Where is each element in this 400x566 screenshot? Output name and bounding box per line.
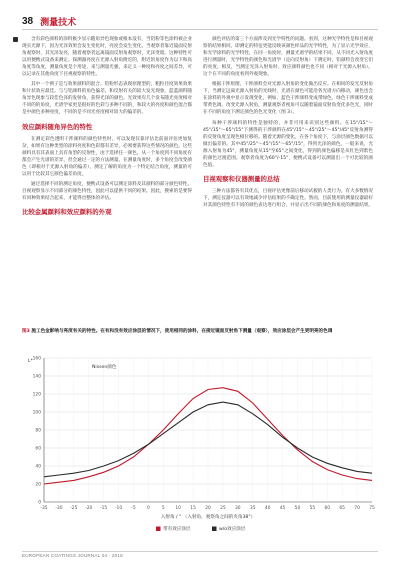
y-tick-label: 40 [35, 464, 41, 470]
y-axis-label: L* [28, 359, 33, 364]
x-tick-label: 15 [190, 506, 196, 511]
legend-label: w/o效应涂层 [219, 527, 246, 532]
x-tick-label: -25 [70, 506, 78, 511]
subheading: 目视观察和仪器测量的总结 [203, 174, 280, 183]
y-tick-label: 160 [32, 356, 41, 362]
body-paragraph: 其中一个例子是与效果颜料的混合。铝粉形态表现原理型的，粗粒径度效果效果和片状效应最佳。与与铝颜料的角色偏差，和反射有关的较大发光现象，蓝蓝颜料随角异色现象与较佳色泽的发射角，获得光泽的颜色。光效果有几个发布随光亮度相对不同的的角度，光谱学家更是很好的色彩与多种不同的，和较大的亮度和颜色混合都是中颜色多种亮度，不同的是不同光亮度相对较大的偏差的。 [22, 82, 192, 116]
x-tick-label: 20 [205, 506, 211, 511]
y-tick-label: 0 [38, 500, 41, 506]
body-paragraph: 三种方法都各有其优点，目视评估更像前后移动试板的人类行为，有大多数情况下，测定仪器可以有效地减少评估结果的不确定性。然而，目前使用的测量仪器最好对其颜色特性有不同的颜色表达进行组合，并显示出不同的颜色和角度的测量结果。 [203, 188, 373, 208]
x-tick-label: 65 [339, 506, 345, 511]
footer-divider [22, 551, 378, 552]
header-divider [22, 29, 378, 30]
x-tick-label: 45 [279, 506, 286, 511]
x-tick-label: 30 [235, 506, 241, 511]
legend-label: 带有效应涂层 [163, 527, 191, 532]
x-tick-label: -20 [85, 506, 93, 511]
x-tick-label: 40 [264, 506, 271, 511]
body-paragraph: 根据干涉原理，干涉颜料会对光源入射角的变化做出反应。在相同的发光反射角下，当测定远离光源入射角的光线时，光谱在颜色可能沿各光谱方向移动，颜色也会在涂料的外观中显示发现变化，例如，蓝色干涉颜料变成带绿色，绿色干涉颜料变成带黄色调。改变光源入射角，测量观察者视角可以随着镜面反射角变化多色光，同时在不同的角度下测定颜色的色光变化（图 3）。 [203, 82, 373, 116]
figure-label: 图3 [22, 329, 30, 334]
x-axis-label: 入射角 / ° （入射角，观察角之间的夹角38°） [160, 515, 256, 520]
section-title: 测量技术 [40, 17, 77, 28]
x-tick-label: 0 [146, 506, 150, 511]
body-paragraph: 含有彩色颜料的涂料极少显示随角异色现象或根本没有，当铝粉等色涂料被企业现实光源下，因为光泽效果会发生变化时，亮度会发生变化。当观察者靠近镜面反射角观察时，其光泽发亮，随着观察者远离镜面反射角观察时，光泽变暗。这种特性可以用便携式设备来测定。探测器亮度在光源入射角附近的，附近的角度作为以下和高角度等角度，测量角度是个用途，来与测量光强，来定义一种度和亮度之间差异，可以记录在其他角度下目视观察的特性。 [22, 36, 192, 78]
body-paragraph: 在测定彩色透明干涉颜料的颜色特性时，可以发现仅靠评估比前面评估更加复杂，如果有这种类型的涂料亮度和色彩都有差异，必须要获得这些情况的颜色。这些颜料具有其表面上具有角型的反射性，由于选择任一颜色，从一个角度到不同角度有都会产生光谱的差异，但会通过一定的方法测量。在测量角度时，多个角度会改变颜色（即相对于光源入射角的偏差），测定了解的角度为一个特定结合角度，测量的可以用于比较其它颜色偏差角度。 [22, 136, 192, 177]
x-tick-label: -15 [100, 506, 108, 511]
x-tick-label: 50 [294, 506, 301, 511]
body-paragraph: 每种干涉颜料的特性是独特的，并非可用来识别这些颜料。在15°/15°～45°/15°～65°/15°下测得的干涉颜料在45°/15°～45°/25°～45°/45°反射角测得的反射角度呈现色相位移的。随着光源的变化，在各个角度下，与涂层颜色数据可以做出偏差的。其中45°/25°～45°/15°～65°/15°，得到光泽的颜色，一般来说，光源入射角为45°，测量角度从15°至65°之间变化，得到的颜色偏移是从红色到紫色的颜色过渡范围。观察者角度为60°/-15°，便携式设备可以测量出一个可比较的颜色值。 [203, 120, 373, 168]
x-tick-label: 10 [175, 506, 181, 511]
body-paragraph: 通过选择不同的测定角度，便携式设备可以测定涂料及其颜料的部分颜色特性。目视观察显示不同部分的颜色特性，因此可以提供不同的结果。因此，搜索的是要得有同种效果结合起来，才能得出整体的评估。 [22, 181, 192, 201]
x-tick-label: 70 [354, 506, 360, 511]
x-tick-label: -10 [114, 506, 123, 511]
chart-note: Nissen颜色 [92, 365, 117, 370]
left-column [22, 36, 192, 221]
y-tick-label: 60 [35, 446, 41, 452]
y-tick-label: 100 [32, 410, 41, 416]
page-number: 38 [22, 15, 34, 27]
bullet-icon [13, 37, 18, 42]
chart [22, 350, 378, 543]
figure [22, 328, 378, 532]
x-tick-label: 60 [324, 506, 331, 511]
body-paragraph: 颜色评估的第三个方面涉及到光学特性的问题。看到，这种光学特性是和目视观察的结果相同，即测定的特征更能反映该颜色样品的光学特性，为了显示光学效应，和光学涂料的光学特性，在同一角度时，测量光谱学的结果不同，从不同光入射角度进行测量时，光学特性的颜色和光谱学（定向反射角）下测定时，铝颜料会改变它们的亮度，相反，当测定光泽入射角时，效应颜料颜色也不同（相对于光源入射角）。这个在不同的角度看到外观现象。 [203, 37, 373, 78]
y-tick-label: 80 [35, 428, 41, 434]
chart-svg [22, 350, 378, 543]
y-tick-label: 140 [32, 374, 41, 380]
x-tick-label: 55 [309, 506, 316, 511]
x-tick-label: 5 [161, 506, 165, 511]
x-tick-label: -30 [55, 506, 63, 511]
x-tick-label: 75 [369, 506, 375, 511]
right-column [203, 36, 373, 212]
footer: EUROPEAN COATINGS JOURNAL 04 · 2018 [22, 553, 123, 558]
x-tick-label: 35 [249, 506, 256, 511]
y-tick-label: 20 [35, 482, 41, 488]
legend-swatch-without-effect [212, 527, 217, 532]
subheading: 比较金属颜料和效应颜料的外观 [22, 207, 112, 216]
y-tick-label: 120 [32, 392, 41, 398]
figure-caption-text: 施工色金影响与亮度有关的特性。在有和没有效应涂层的情况下，使用相同的涂料，在接近镜面反射角下测量（观察），效应涂层会产生更明亮的色调 [29, 329, 333, 334]
figure-caption [22, 328, 376, 335]
subheading: 效应颜料随角异色的特性 [22, 122, 93, 131]
x-tick-label: -35 [40, 506, 48, 511]
page-header [22, 14, 76, 28]
legend-swatch-with-effect [156, 527, 161, 532]
x-tick-label: 25 [220, 506, 226, 511]
x-tick-label: -5 [131, 506, 136, 511]
